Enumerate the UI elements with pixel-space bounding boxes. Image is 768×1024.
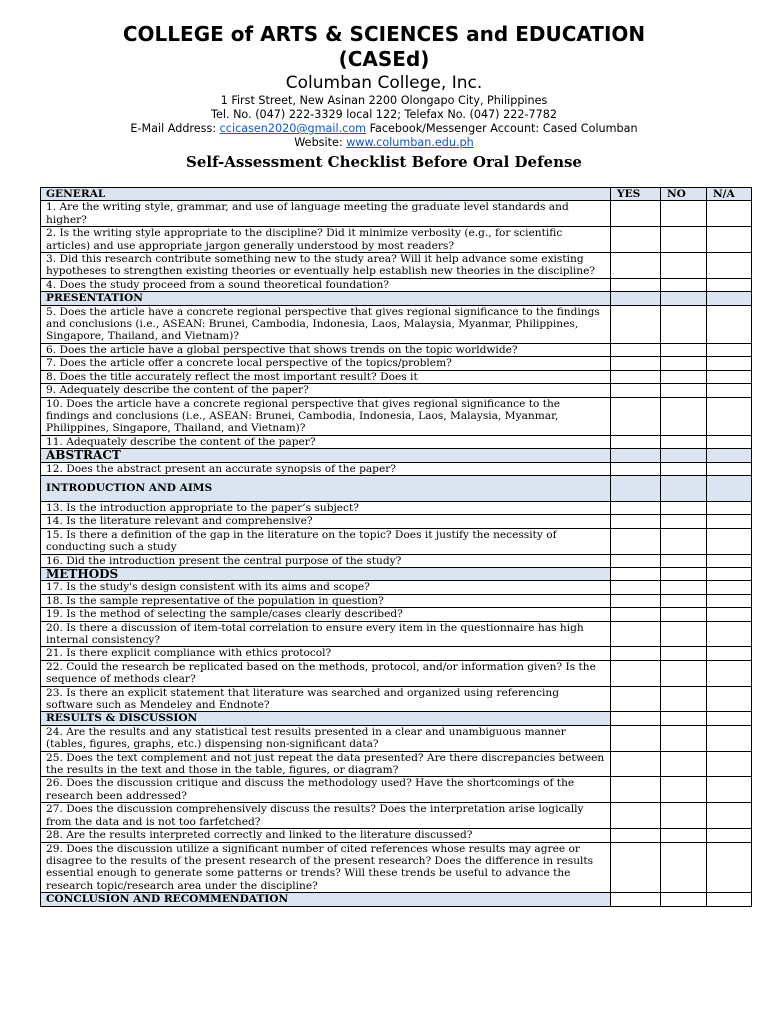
na-cell[interactable] xyxy=(707,751,752,777)
table-row xyxy=(41,397,752,435)
no-cell[interactable] xyxy=(661,515,707,528)
yes-cell[interactable] xyxy=(611,278,661,291)
no-cell[interactable] xyxy=(661,278,707,291)
no-cell[interactable] xyxy=(661,608,707,621)
table-row xyxy=(41,751,752,777)
question-12: 12. Does the abstract present an accurate synopsis of the paper? xyxy=(41,462,611,475)
no-cell[interactable] xyxy=(661,725,707,751)
yes-cell[interactable] xyxy=(611,554,661,567)
table-row xyxy=(41,528,752,554)
section-results: RESULTS & DISCUSSION xyxy=(41,712,611,725)
table-row xyxy=(41,462,752,475)
na-cell[interactable] xyxy=(707,528,752,554)
yes-cell[interactable] xyxy=(611,608,661,621)
na-cell[interactable] xyxy=(707,384,752,397)
na-cell[interactable] xyxy=(707,201,752,227)
yes-cell[interactable] xyxy=(611,435,661,448)
column-yes: YES xyxy=(611,188,661,201)
question-18: 18. Is the sample representative of the population in question? xyxy=(41,594,611,607)
document-header xyxy=(0,0,768,171)
contact-line xyxy=(0,122,768,136)
section-general: GENERAL xyxy=(41,188,611,201)
table-row xyxy=(41,435,752,448)
yes-cell[interactable] xyxy=(611,201,661,227)
na-cell[interactable] xyxy=(707,686,752,712)
document-title: Self-Assessment Checklist Before Oral Defense xyxy=(186,153,582,171)
no-cell[interactable] xyxy=(661,842,707,893)
no-cell[interactable] xyxy=(661,462,707,475)
na-cell[interactable] xyxy=(707,227,752,253)
table-row xyxy=(41,515,752,528)
yes-cell[interactable] xyxy=(611,462,661,475)
no-cell[interactable] xyxy=(661,343,707,356)
no-cell[interactable] xyxy=(661,829,707,842)
no-cell[interactable] xyxy=(661,357,707,370)
na-cell[interactable] xyxy=(707,357,752,370)
table-row xyxy=(41,608,752,621)
question-8: 8. Does the title accurately reflect the most important result? Does it xyxy=(41,370,611,383)
na-cell[interactable] xyxy=(707,435,752,448)
table-row xyxy=(41,384,752,397)
na-cell[interactable] xyxy=(707,777,752,803)
na-cell[interactable] xyxy=(707,608,752,621)
table-row xyxy=(41,725,752,751)
no-cell[interactable] xyxy=(661,686,707,712)
section-presentation: PRESENTATION xyxy=(41,292,611,305)
yes-cell[interactable] xyxy=(611,501,661,514)
college-title-line2: (CASEd) xyxy=(338,47,430,71)
table-row xyxy=(41,227,752,253)
table-row xyxy=(41,305,752,343)
na-cell[interactable] xyxy=(707,253,752,279)
no-cell[interactable] xyxy=(661,501,707,514)
question-21: 21. Is there explicit compliance with ethics protocol? xyxy=(41,647,611,660)
question-19: 19. Is the method of selecting the sample/cases clearly described? xyxy=(41,608,611,621)
na-cell[interactable] xyxy=(707,581,752,594)
na-cell[interactable] xyxy=(707,725,752,751)
yes-cell[interactable] xyxy=(611,515,661,528)
question-16: 16. Did the introduction present the central purpose of the study? xyxy=(41,554,611,567)
no-cell[interactable] xyxy=(661,305,707,343)
table-row xyxy=(41,370,752,383)
table-row xyxy=(41,554,752,567)
section-row xyxy=(41,712,752,725)
yes-cell[interactable] xyxy=(611,343,661,356)
email-label: E-Mail Address: xyxy=(130,122,220,135)
address: 1 First Street, New Asinan 2200 Olongapo City, Philippines xyxy=(220,94,548,107)
question-17: 17. Is the study's design consistent with its aims and scope? xyxy=(41,581,611,594)
table-row xyxy=(41,201,752,227)
no-cell[interactable] xyxy=(661,253,707,279)
no-cell[interactable] xyxy=(661,647,707,660)
na-cell[interactable] xyxy=(707,515,752,528)
no-cell[interactable] xyxy=(661,227,707,253)
yes-cell[interactable] xyxy=(611,370,661,383)
yes-cell[interactable] xyxy=(611,660,661,686)
na-cell[interactable] xyxy=(707,842,752,893)
table-row xyxy=(41,829,752,842)
na-cell[interactable] xyxy=(707,621,752,647)
yes-cell[interactable] xyxy=(611,397,661,435)
section-intro: INTRODUCTION AND AIMS xyxy=(41,475,611,501)
section-row xyxy=(41,567,752,580)
no-cell[interactable] xyxy=(661,528,707,554)
section-row xyxy=(41,893,752,906)
table-row xyxy=(41,686,752,712)
question-29: 29. Does the discussion utilize a significant number of cited references whose results may agree or disagree to the results of the present research of the present research? Does the difference in results essential enough to generate some patterns or trends? Will these trends be useful to advance the research topic/research area under the discipline? xyxy=(41,842,611,893)
header-row xyxy=(41,188,752,201)
na-cell[interactable] xyxy=(707,305,752,343)
no-cell[interactable] xyxy=(661,201,707,227)
website-line xyxy=(0,136,768,150)
table-row xyxy=(41,253,752,279)
yes-cell[interactable] xyxy=(611,686,661,712)
no-cell[interactable] xyxy=(661,621,707,647)
table-row xyxy=(41,357,752,370)
facebook-text: Facebook/Messenger Account: Cased Columban xyxy=(366,122,638,135)
na-cell[interactable] xyxy=(707,829,752,842)
section-abstract: ABSTRACT xyxy=(41,449,611,462)
table-row xyxy=(41,777,752,803)
yes-cell[interactable] xyxy=(611,253,661,279)
question-4: 4. Does the study proceed from a sound theoretical foundation? xyxy=(41,278,611,291)
table-row xyxy=(41,501,752,514)
question-28: 28. Are the results interpreted correctly and linked to the literature discussed? xyxy=(41,829,611,842)
section-methods: METHODS xyxy=(41,567,611,580)
section-row xyxy=(41,292,752,305)
checklist-table xyxy=(40,187,752,907)
question-9: 9. Adequately describe the content of the paper? xyxy=(41,384,611,397)
column-na: N/A xyxy=(707,188,752,201)
column-no: NO xyxy=(661,188,707,201)
yes-cell[interactable] xyxy=(611,751,661,777)
question-23: 23. Is there an explicit statement that literature was searched and organized using referencing software such as Mendeley and Endnote? xyxy=(41,686,611,712)
no-cell[interactable] xyxy=(661,554,707,567)
email-link[interactable]: ccicasen2020@gmail.com xyxy=(219,122,367,135)
no-cell[interactable] xyxy=(661,660,707,686)
yes-cell[interactable] xyxy=(611,777,661,803)
question-26: 26. Does the discussion critique and discuss the methodology used? Have the shortcomings of the research been addressed? xyxy=(41,777,611,803)
question-7: 7. Does the article offer a concrete local perspective of the topics/problem? xyxy=(41,357,611,370)
yes-cell[interactable] xyxy=(611,803,661,829)
na-cell[interactable] xyxy=(707,803,752,829)
no-cell[interactable] xyxy=(661,751,707,777)
table-row xyxy=(41,594,752,607)
no-cell[interactable] xyxy=(661,594,707,607)
question-10: 10. Does the article have a concrete regional perspective that gives regional significance to the findings and conclusions (i.e., ASEAN: Brunei, Cambodia, Indonesia, Laos, Malaysia, Myanmar, Philippines, Singapore, Thailand, and Vietnam)? xyxy=(41,397,611,435)
question-15: 15. Is there a definition of the gap in the literature on the topic? Does it justify the necessity of conducting such a study xyxy=(41,528,611,554)
yes-cell[interactable] xyxy=(611,305,661,343)
yes-cell[interactable] xyxy=(611,725,661,751)
yes-cell[interactable] xyxy=(611,829,661,842)
college-title-line1: COLLEGE of ARTS & SCIENCES and EDUCATION xyxy=(122,22,646,46)
table-row xyxy=(41,581,752,594)
no-cell[interactable] xyxy=(661,803,707,829)
website-label: Website: xyxy=(294,136,347,149)
table-row xyxy=(41,842,752,893)
yes-cell[interactable] xyxy=(611,384,661,397)
question-2: 2. Is the writing style appropriate to the discipline? Did it minimize verbosity (e.g., for scientific articles) and use appropriate jargon generally understood by most readers? xyxy=(41,227,611,253)
na-cell[interactable] xyxy=(707,647,752,660)
yes-cell[interactable] xyxy=(611,227,661,253)
yes-cell[interactable] xyxy=(611,528,661,554)
question-22: 22. Could the research be replicated based on the methods, protocol, and/or information given? Is the sequence of methods clear? xyxy=(41,660,611,686)
na-cell[interactable] xyxy=(707,343,752,356)
question-11: 11. Adequately describe the content of the paper? xyxy=(41,435,611,448)
website-link[interactable]: www.columban.edu.ph xyxy=(346,136,474,149)
question-27: 27. Does the discussion comprehensively discuss the results? Does the interpretation arise logically from the data and is not too farfetched? xyxy=(41,803,611,829)
na-cell[interactable] xyxy=(707,660,752,686)
phone: Tel. No. (047) 222-3329 local 122; Telefax No. (047) 222-7782 xyxy=(211,108,557,121)
no-cell[interactable] xyxy=(661,777,707,803)
table-row xyxy=(41,660,752,686)
question-20: 20. Is there a discussion of item-total correlation to ensure every item in the questionnaire has high internal consistency? xyxy=(41,621,611,647)
question-13: 13. Is the introduction appropriate to the paper’s subject? xyxy=(41,501,611,514)
na-cell[interactable] xyxy=(707,462,752,475)
table-row xyxy=(41,621,752,647)
no-cell[interactable] xyxy=(661,370,707,383)
section-conclusion: CONCLUSION AND RECOMMENDATION xyxy=(41,893,611,906)
na-cell[interactable] xyxy=(707,278,752,291)
no-cell[interactable] xyxy=(661,435,707,448)
college-title xyxy=(0,22,768,72)
no-cell[interactable] xyxy=(661,384,707,397)
yes-cell[interactable] xyxy=(611,357,661,370)
na-cell[interactable] xyxy=(707,501,752,514)
na-cell[interactable] xyxy=(707,594,752,607)
na-cell[interactable] xyxy=(707,554,752,567)
table-row xyxy=(41,647,752,660)
question-3: 3. Did this research contribute something new to the study area? Will it help advance some existing hypotheses to strengthen existing theories or eventually help establish new theories in the discipline? xyxy=(41,253,611,279)
yes-cell[interactable] xyxy=(611,647,661,660)
question-1: 1. Are the writing style, grammar, and use of language meeting the graduate level standards and higher? xyxy=(41,201,611,227)
yes-cell[interactable] xyxy=(611,594,661,607)
yes-cell[interactable] xyxy=(611,842,661,893)
no-cell[interactable] xyxy=(661,397,707,435)
question-14: 14. Is the literature relevant and comprehensive? xyxy=(41,515,611,528)
question-6: 6. Does the article have a global perspective that shows trends on the topic worldwide? xyxy=(41,343,611,356)
college-name: Columban College, Inc. xyxy=(285,73,483,93)
section-row xyxy=(41,475,752,501)
na-cell[interactable] xyxy=(707,370,752,383)
yes-cell[interactable] xyxy=(611,621,661,647)
table-row xyxy=(41,278,752,291)
question-24: 24. Are the results and any statistical test results presented in a clear and unambiguous manner (tables, figures, graphs, etc.) dispensing non-significant data? xyxy=(41,725,611,751)
na-cell[interactable] xyxy=(707,397,752,435)
table-row xyxy=(41,343,752,356)
question-5: 5. Does the article have a concrete regional perspective that gives regional significance to the findings and conclusions (i.e., ASEAN: Brunei, Cambodia, Indonesia, Laos, Malaysia, Myanmar, Philippines, Singapore, Thailand, and Vietnam)? xyxy=(41,305,611,343)
table-row xyxy=(41,803,752,829)
question-25: 25. Does the text complement and not just repeat the data presented? Are there discrepancies between the results in the text and those in the table, figures, or diagram? xyxy=(41,751,611,777)
no-cell[interactable] xyxy=(661,581,707,594)
section-row xyxy=(41,449,752,462)
yes-cell[interactable] xyxy=(611,581,661,594)
